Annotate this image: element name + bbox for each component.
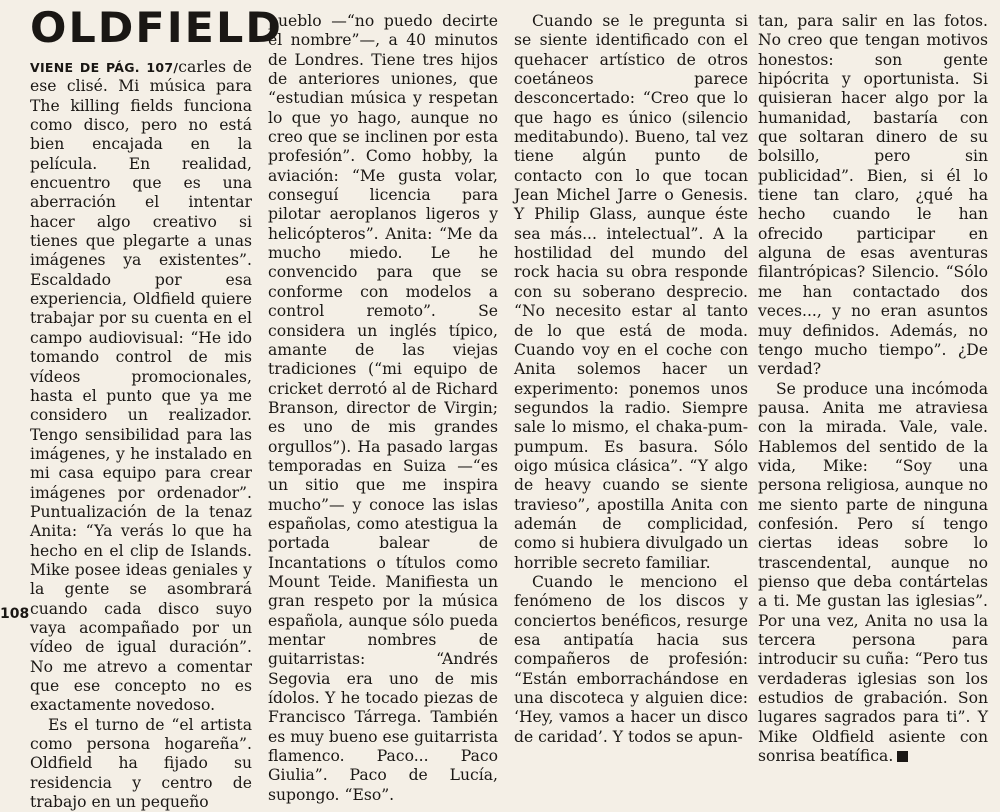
paragraph: pueblo —“no puedo decirte el nombre”—, a 40 minutos de Londres. Tiene tres hijos de anteriores uniones, que “estudian música y respetan lo que yo hago, aunque no creo que se inclinen por esta profesión”. Como hobby, la aviación: “Me gusta volar, conseguí licencia para pilotar aeroplanos ligeros y helicópteros”. Anita: “Me da mucho miedo. Le he convencido para que se conforme con modelos a control remoto”. Se considera un inglés típico, amante de las viejas tradiciones (“mi equipo de cricket derrotó al de Richard Branson, director de Virgin; es uno de mis grandes orgullos”). Ha pasado largas temporadas en Suiza —“es un sitio que me inspira mucho”— y conoce las islas españolas, como atestigua la portada balear de Incantations o títulos como Mount Teide. Manifiesta un gran respeto por la música española, aunque sólo pueda mentar nombres de guitarristas: “Andrés Segovia era uno de mis ídolos. Y he tocado piezas de Francisco Tárrega. También es muy bueno ese guitarrista flamenco. Paco... Paco Giulia”. Paco de Lucía, supongo. “Eso”. — [268, 12, 498, 804]
paragraph — [30, 58, 252, 716]
paragraph — [758, 380, 988, 767]
end-of-article-mark — [897, 751, 908, 762]
page-number: 108 — [0, 606, 30, 622]
paragraph: tan, para salir en las fotos. No creo que tengan motivos honestos: son gente hipócrita y oportunista. Si quisieran hacer algo por la humanidad, bastaría con que soltaran dinero de su bolsillo, pero sin publicidad”. Bien, si él lo tiene tan claro, ¿qué ha hecho cuando le han ofrecido participar en alguna de esas aventuras filantrópicas? Silencio. “Sólo me han contactado dos veces..., y no eran asuntos muy definidos. Además, no tengo mucho tiempo”. ¿De verdad? — [758, 12, 988, 379]
text-column-1 — [30, 58, 252, 812]
paragraph: Cuando se le pregunta si se siente identificado con el quehacer artístico de otros coetáneos parece desconcertado: “Creo que lo que hago es único (silencio meditabundo). Bueno, tal vez tiene algún punto de contacto con lo que tocan Jean Michel Jarre o Genesis. Y Philip Glass, aunque éste sea más... intelectual”. A la hostilidad del mundo del rock hacia su obra responde con su soberano desprecio. “No necesito estar al tanto de lo que está de moda. Cuando voy en el coche con Anita solemos hacer un experimento: ponemos unos segundos la radio. Siempre sale lo mismo, el chaka-pum-pumpum. Es basura. Sólo oigo música clásica”. “Y algo de heavy cuando se siente travieso”, apostilla Anita con ademán de complicidad, como si hubiera divulgado un horrible secreto familiar. — [514, 12, 748, 572]
paragraph-text: carles de ese clisé. Mi música para The killing fields funciona como disco, pero no está bien encajada en la película. En realidad, encuentro que es una aberración el intentar hacer algo creativo si tienes que plegarte a unas imágenes ya existentes”. Escaldado por esa experiencia, Oldfield quiere trabajar por su cuenta en el campo audiovisual: “He ido tomando control de mis vídeos promocionales, hasta el punto que ya me considero un realizador. Tengo sensibilidad para las imágenes, y he instalado en mi casa equipo para crear imágenes por ordenador”. Puntualización de la tenaz Anita: “Ya verás lo que ha hecho en el clip de Islands. Mike posee ideas geniales y la gente se asombrará cuando cada disco suyo vaya acompañado por un vídeo de igual duración”. No me atrevo a comentar que ese concepto no es exactamente novedoso. — [30, 58, 253, 715]
text-column-2 — [268, 12, 498, 805]
paragraph: Es el turno de “el artista como persona hogareña”. Oldfield ha fijado su residencia y centro de trabajo en un pequeño — [30, 715, 252, 812]
text-column-3 — [514, 12, 748, 747]
paragraph-text: Se produce una incómoda pausa. Anita me atraviesa con la mirada. Vale, vale. Hablemos del sentido de la vida, Mike: “Soy una persona religiosa, aunque no me siento parte de ninguna confesión. Pero sí tengo ciertas ideas sobre lo trascendental, aunque no pienso que deba contártelas a ti. Me gustan las iglesias”. Por una vez, Anita no usa la tercera persona para introducir su cuña: “Pero tus verdaderas iglesias son los estudios de grabación. Son lugares sagrados para ti”. Y Mike Oldfield asiente con sonrisa beatífica. — [758, 379, 988, 766]
text-column-4 — [758, 12, 988, 766]
paragraph: Cuando le menciono el fenómeno de los discos y conciertos benéficos, resurge esa antipatía hacia sus compañeros de profesión: “Están emborrachándose en una discoteca y alguien dice: ‘Hey, vamos a hacer un disco de caridad’. Y todos se apun- — [514, 572, 748, 746]
article-title: OLDFIELD — [30, 3, 283, 52]
continuation-note: VIENE DE PÁG. 107/ — [30, 60, 179, 75]
